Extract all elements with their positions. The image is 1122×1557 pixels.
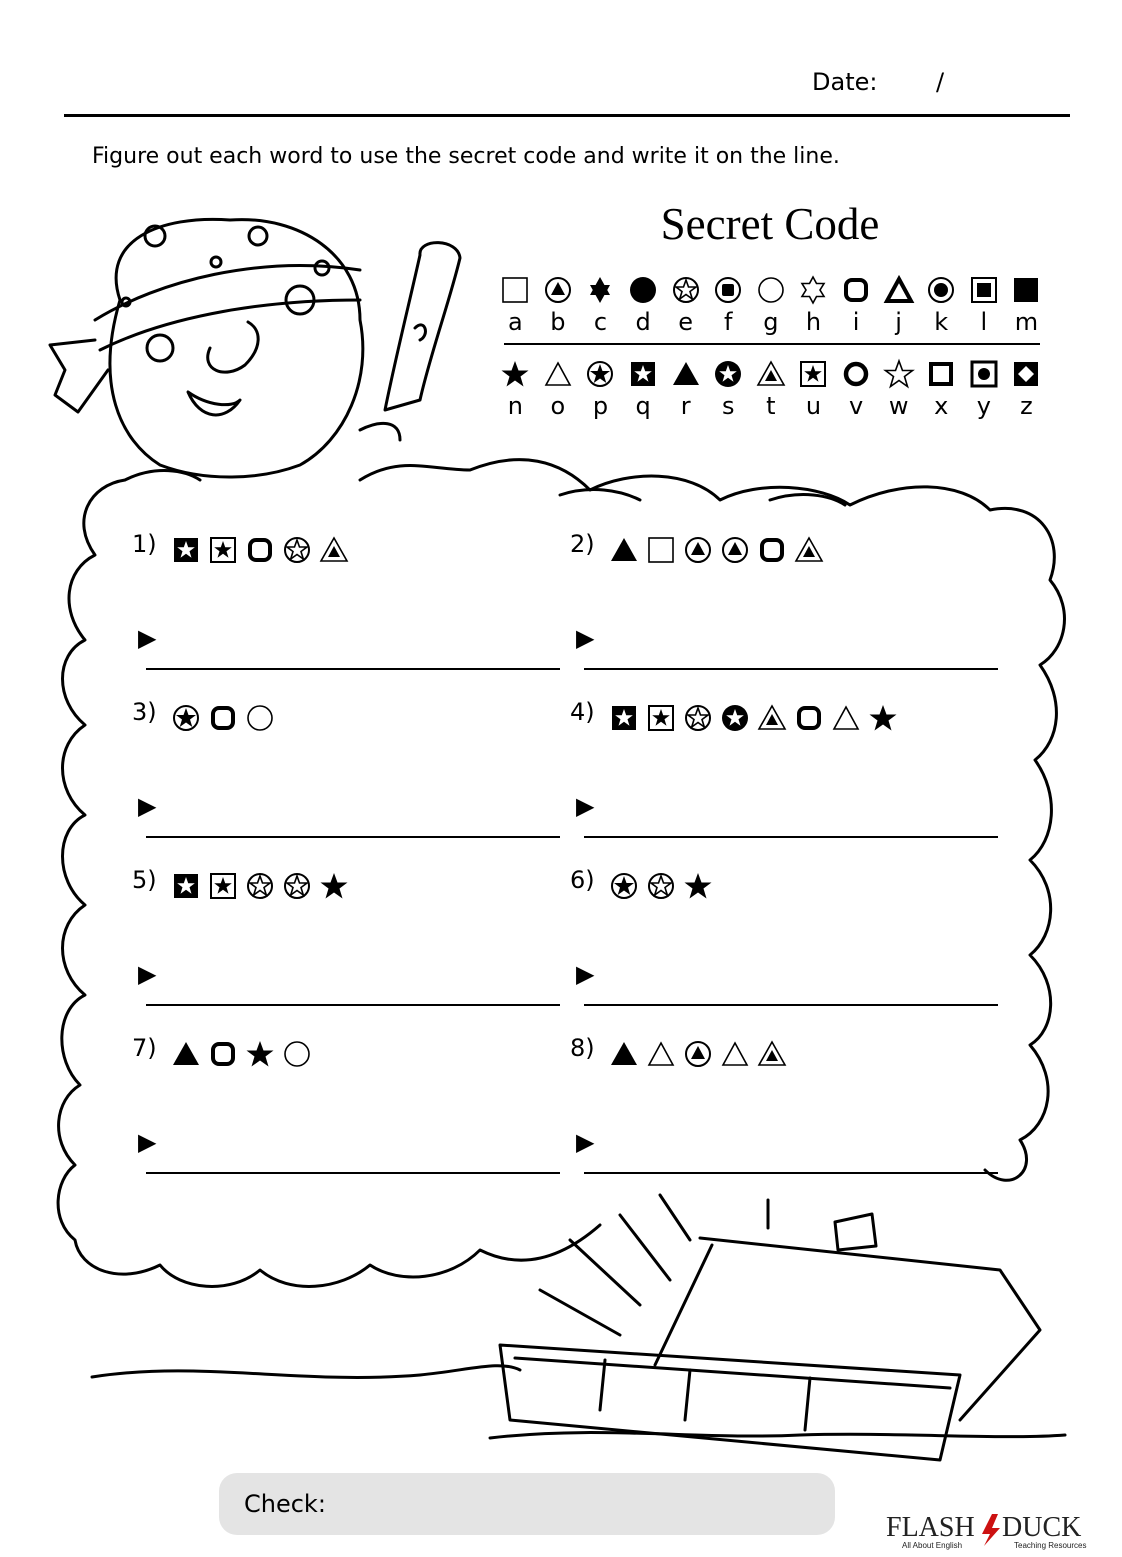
filled-star-in-circle-icon <box>170 702 202 734</box>
code-key-letter: c <box>593 308 608 336</box>
code-key-s <box>707 358 750 420</box>
star-in-circle-icon <box>281 534 313 566</box>
filled-triangle-icon <box>670 358 702 390</box>
triangle-outline-icon <box>542 358 574 390</box>
code-key-letter: q <box>635 392 651 420</box>
filled-star-icon <box>244 1038 276 1070</box>
date-separator: / <box>936 68 945 96</box>
code-key-letter: f <box>724 308 733 336</box>
code-key-j <box>877 274 920 336</box>
answer-arrow-icon: ▶ <box>138 624 157 652</box>
code-key-g <box>750 274 793 336</box>
thick-square-icon <box>925 358 957 390</box>
rounded-square-outline-icon <box>207 702 239 734</box>
code-key-m <box>1005 274 1048 336</box>
question-number: 1) <box>132 530 157 558</box>
code-key-w <box>877 358 920 420</box>
answer-arrow-icon: ▶ <box>576 960 595 988</box>
white-star-in-black-square-icon <box>608 702 640 734</box>
code-key-letter: r <box>680 392 691 420</box>
question-code-symbols <box>608 534 825 566</box>
triangle-in-circle-icon <box>719 534 751 566</box>
triangle-outline-icon <box>830 702 862 734</box>
code-key-letter: e <box>678 308 694 336</box>
code-key-divider <box>504 343 1040 345</box>
question-code-symbols <box>608 1038 788 1070</box>
question-code-symbols <box>608 870 714 902</box>
code-key-letter: i <box>852 308 860 336</box>
filled-star-icon <box>682 870 714 902</box>
logo-tagline-left: All About English <box>902 1541 963 1550</box>
triangle-in-triangle-icon <box>755 358 787 390</box>
answer-arrow-icon: ▶ <box>576 792 595 820</box>
white-star-in-black-circle-icon <box>719 702 751 734</box>
square-outline-icon <box>499 274 531 306</box>
answer-line[interactable] <box>584 1004 998 1006</box>
star-in-circle-icon <box>281 870 313 902</box>
diamond-in-square-icon <box>1010 358 1042 390</box>
star-outline-icon <box>883 358 915 390</box>
question-number: 7) <box>132 1034 157 1062</box>
shine-rays <box>540 1195 768 1335</box>
code-key-d <box>622 274 665 336</box>
triangle-in-circle-icon <box>542 274 574 306</box>
star-in-circle-icon <box>670 274 702 306</box>
answer-arrow-icon: ▶ <box>576 1128 595 1156</box>
code-key-letter: n <box>507 392 523 420</box>
answer-line[interactable] <box>146 668 560 670</box>
code-key-letter: w <box>888 392 909 420</box>
white-star-in-black-square-icon <box>170 870 202 902</box>
code-key-l <box>963 274 1006 336</box>
date-label: Date: <box>812 68 878 96</box>
dot-in-square-icon <box>968 358 1000 390</box>
code-key-letter: g <box>763 308 779 336</box>
square-in-circle-icon <box>712 274 744 306</box>
code-key-letter: h <box>805 308 822 336</box>
filled-triangle-icon <box>608 534 640 566</box>
logo-tagline-right: Teaching Resources <box>1014 1541 1087 1550</box>
answer-arrow-icon: ▶ <box>138 1128 157 1156</box>
question-code-symbols <box>170 1038 313 1070</box>
rounded-square-outline-icon <box>793 702 825 734</box>
triangle-outline-icon <box>645 1038 677 1070</box>
filled-triangle-icon <box>170 1038 202 1070</box>
answer-line[interactable] <box>584 1172 998 1174</box>
code-key-letter: s <box>722 392 735 420</box>
black-star-in-square-icon <box>797 358 829 390</box>
code-key-i <box>835 274 878 336</box>
answer-line[interactable] <box>146 1172 560 1174</box>
rounded-square-outline-icon <box>207 1038 239 1070</box>
code-key-x <box>920 358 963 420</box>
code-key-letter: a <box>507 308 523 336</box>
white-star-in-black-circle-icon <box>712 358 744 390</box>
filled-star-in-circle-icon <box>584 358 616 390</box>
answer-arrow-icon: ▶ <box>138 960 157 988</box>
star-in-circle-icon <box>244 870 276 902</box>
code-key-letter: j <box>895 308 902 336</box>
circle-outline-icon <box>755 274 787 306</box>
pirate-eye-left <box>147 335 173 361</box>
question-number: 3) <box>132 698 157 726</box>
flash-duck-logo <box>884 1506 1114 1550</box>
triangle-outline-icon <box>719 1038 751 1070</box>
triangle-in-circle-icon <box>682 1038 714 1070</box>
code-key-f <box>707 274 750 336</box>
code-key-o <box>537 358 580 420</box>
code-key-v <box>835 358 878 420</box>
code-key-letter: k <box>934 308 949 336</box>
black-star-in-square-icon <box>645 702 677 734</box>
code-key-a <box>494 274 537 336</box>
bullseye-circle-icon <box>925 274 957 306</box>
rounded-square-outline-icon <box>840 274 872 306</box>
code-key-letter: z <box>1020 392 1033 420</box>
pirate-mouth <box>188 392 240 415</box>
question-number: 4) <box>570 698 595 726</box>
code-key-letter: p <box>592 392 609 420</box>
code-key-n <box>494 358 537 420</box>
code-key-c <box>579 274 622 336</box>
code-key-letter: y <box>976 392 991 420</box>
black-star-in-square-icon <box>207 870 239 902</box>
answer-line[interactable] <box>146 836 560 838</box>
filled-star-in-circle-icon <box>608 870 640 902</box>
triangle-in-triangle-icon <box>793 534 825 566</box>
answer-line[interactable] <box>146 1004 560 1006</box>
filled-circle-icon <box>627 274 659 306</box>
triangle-in-triangle-icon <box>318 534 350 566</box>
code-key-letter: x <box>934 392 949 420</box>
rounded-square-outline-icon <box>756 534 788 566</box>
code-key-letter: u <box>805 392 822 420</box>
filled-star-icon <box>499 358 531 390</box>
answer-line[interactable] <box>584 836 998 838</box>
code-key-letter: o <box>550 392 566 420</box>
triangle-in-circle-icon <box>682 534 714 566</box>
question-number: 5) <box>132 866 157 894</box>
code-key-b <box>537 274 580 336</box>
black-star-in-square-icon <box>207 534 239 566</box>
secret-code-title: Secret Code <box>660 199 880 249</box>
circle-outline-icon <box>244 702 276 734</box>
triangle-in-triangle-icon <box>756 1038 788 1070</box>
question-number: 6) <box>570 866 595 894</box>
check-label: Check: <box>244 1490 326 1518</box>
code-key-r <box>664 358 707 420</box>
star-of-david-icon <box>584 274 616 306</box>
square-in-square-icon <box>968 274 1000 306</box>
code-key-e <box>664 274 707 336</box>
triangle-outline-bold-icon <box>883 274 915 306</box>
code-key-row-1 <box>494 274 1048 336</box>
question-number: 8) <box>570 1034 595 1062</box>
code-key-letter: v <box>848 392 864 420</box>
question-code-symbols <box>170 534 350 566</box>
code-key-z <box>1005 358 1048 420</box>
question-number: 2) <box>570 530 595 558</box>
filled-square-icon <box>1010 274 1042 306</box>
square-outline-icon <box>645 534 677 566</box>
instruction-text: Figure out each word to use the secret code and write it on the line. <box>92 144 840 169</box>
answer-line[interactable] <box>584 668 998 670</box>
code-key-y <box>963 358 1006 420</box>
code-key-k <box>920 274 963 336</box>
code-key-h <box>792 274 835 336</box>
white-star-in-black-square-icon <box>627 358 659 390</box>
code-key-letter: t <box>766 392 776 420</box>
answer-arrow-icon: ▶ <box>138 792 157 820</box>
code-key-letter: d <box>635 308 651 336</box>
code-key-t <box>750 358 793 420</box>
star-in-circle-icon <box>645 870 677 902</box>
code-key-row-2 <box>494 358 1048 420</box>
answer-arrow-icon: ▶ <box>576 624 595 652</box>
code-key-q <box>622 358 665 420</box>
hexagram-outline-icon <box>797 274 829 306</box>
circle-outline-icon <box>281 1038 313 1070</box>
code-key-p <box>579 358 622 420</box>
star-in-circle-icon <box>682 702 714 734</box>
logo-brand-right: DUCK <box>1002 1512 1082 1543</box>
code-key-letter: b <box>550 308 566 336</box>
logo-brand-left: FLASH <box>886 1512 975 1543</box>
filled-star-icon <box>867 702 899 734</box>
code-key-u <box>792 358 835 420</box>
question-code-symbols <box>170 702 276 734</box>
code-key-letter: m <box>1014 308 1039 336</box>
thick-circle-icon <box>840 358 872 390</box>
filled-star-icon <box>318 870 350 902</box>
question-code-symbols <box>608 702 899 734</box>
question-code-symbols <box>170 870 350 902</box>
filled-triangle-icon <box>608 1038 640 1070</box>
triangle-in-triangle-icon <box>756 702 788 734</box>
code-key-letter: l <box>980 308 988 336</box>
white-star-in-black-square-icon <box>170 534 202 566</box>
ground-line <box>92 1366 520 1378</box>
rounded-square-outline-icon <box>244 534 276 566</box>
lightning-icon <box>982 1514 1000 1546</box>
